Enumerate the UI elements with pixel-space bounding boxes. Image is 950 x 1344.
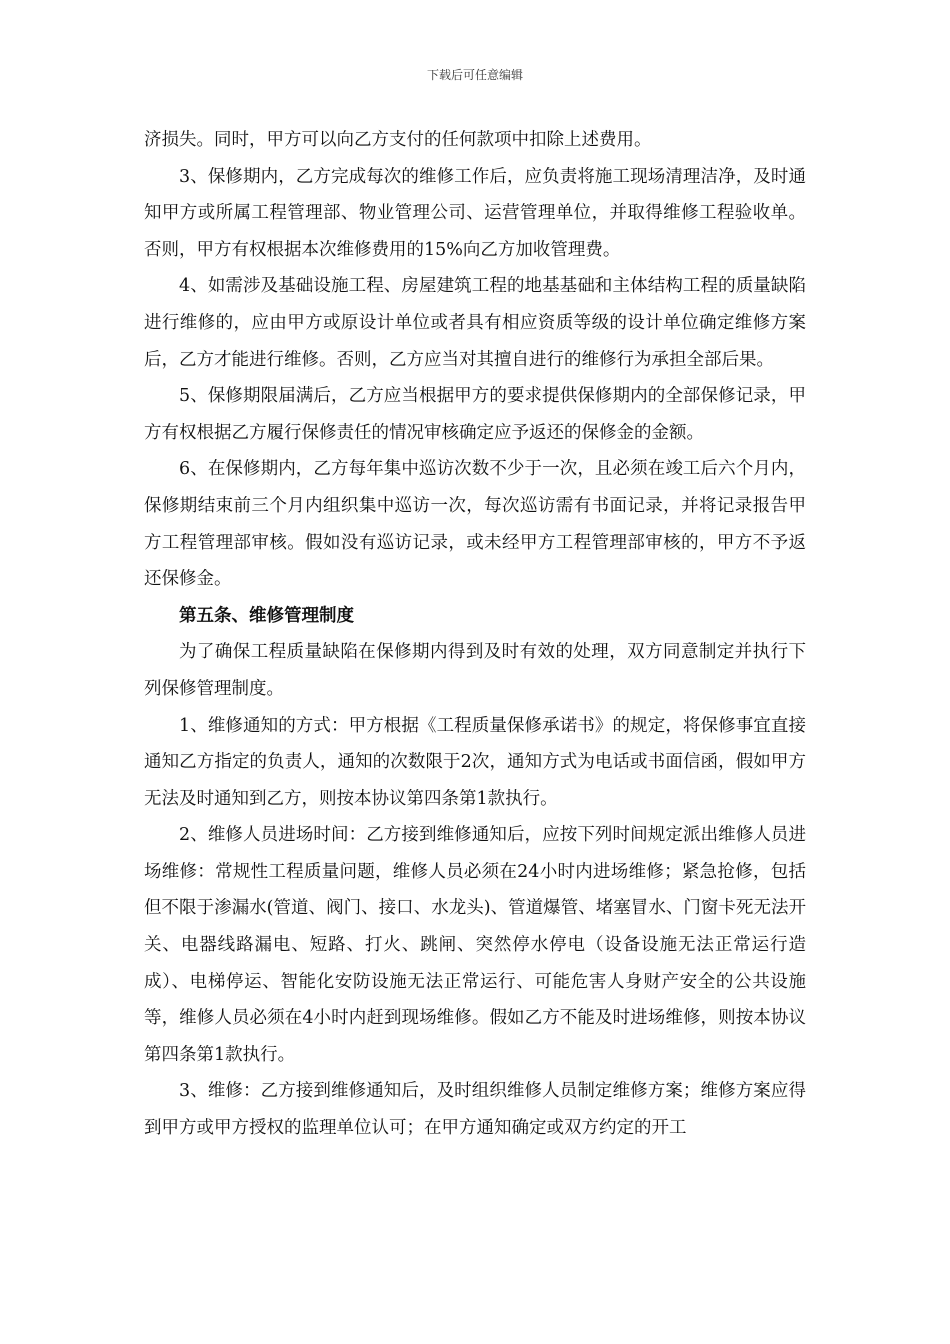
paragraph-1: 济损失。同时，甲方可以向乙方支付的任何款项中扣除上述费用。 [144,130,652,150]
document-body [144,122,806,1147]
paragraph-item-2: 2、维修人员进场时间：乙方接到维修通知后，应按下列时间规定派出维修人员进场维修：常规性工程质量问题，维修人员必须在24小时内进场维修；紧急抢修，包括但不限于渗漏水(管道、阀门、接口、水龙头)、管道爆管、堵塞冒水、门窗卡死无法开关、电器线路漏电、短路、打火、跳闸、突然停水停电（设备设施无法正常运行造成）、电梯停运、智能化安防设施无法正常运行、可能危害人身财产安全的公共设施等，维修人员必须在4小时内赶到现场维修。假如乙方不能及时进场维修，则按本协议第四条第1款执行。 [144,825,806,1065]
page-header: 下载后可任意编辑 [426,68,523,82]
paragraph-clause-5: 5、保修期限届满后，乙方应当根据甲方的要求提供保修期内的全部保修记录，甲方有权根据乙方履行保修责任的情况审核确定应予返还的保修金的金额。 [144,386,806,443]
paragraph-intro: 为了确保工程质量缺陷在保修期内得到及时有效的处理，双方同意制定并执行下列保修管理制度。 [144,642,806,699]
paragraph-clause-3: 3、保修期内，乙方完成每次的维修工作后，应负责将施工现场清理洁净，及时通知甲方或所属工程管理部、物业管理公司、运营管理单位，并取得维修工程验收单。否则，甲方有权根据本次维修费用的15%向乙方加收管理费。 [144,166,806,260]
paragraph-item-3: 3、维修：乙方接到维修通知后，及时组织维修人员制定维修方案；维修方案应得到甲方或甲方授权的监理单位认可；在甲方通知确定或双方约定的开工 [144,1081,806,1139]
paragraph-clause-4: 4、如需涉及基础设施工程、房屋建筑工程的地基基础和主体结构工程的质量缺陷进行维修的，应由甲方或原设计单位或者具有相应资质等级的设计单位确定维修方案后，乙方才能进行维修。否则，乙方应当对其擅自进行的维修行为承担全部后果。 [144,276,806,370]
paragraph-clause-6: 6、在保修期内，乙方每年集中巡访次数不少于一次，且必须在竣工后六个月内，保修期结束前三个月内组织集中巡访一次，每次巡访需有书面记录，并将记录报告甲方工程管理部审核。假如没有巡访记录，或未经甲方工程管理部审核的，甲方不予返还保修金。 [144,459,806,590]
section-heading-article-5: 第五条、维修管理制度 [179,605,354,626]
paragraph-item-1: 1、维修通知的方式：甲方根据《工程质量保修承诺书》的规定，将保修事宜直接通知乙方指定的负责人，通知的次数限于2次，通知方式为电话或书面信函，假如甲方无法及时通知到乙方，则按本协议第四条第1款执行。 [144,715,806,809]
